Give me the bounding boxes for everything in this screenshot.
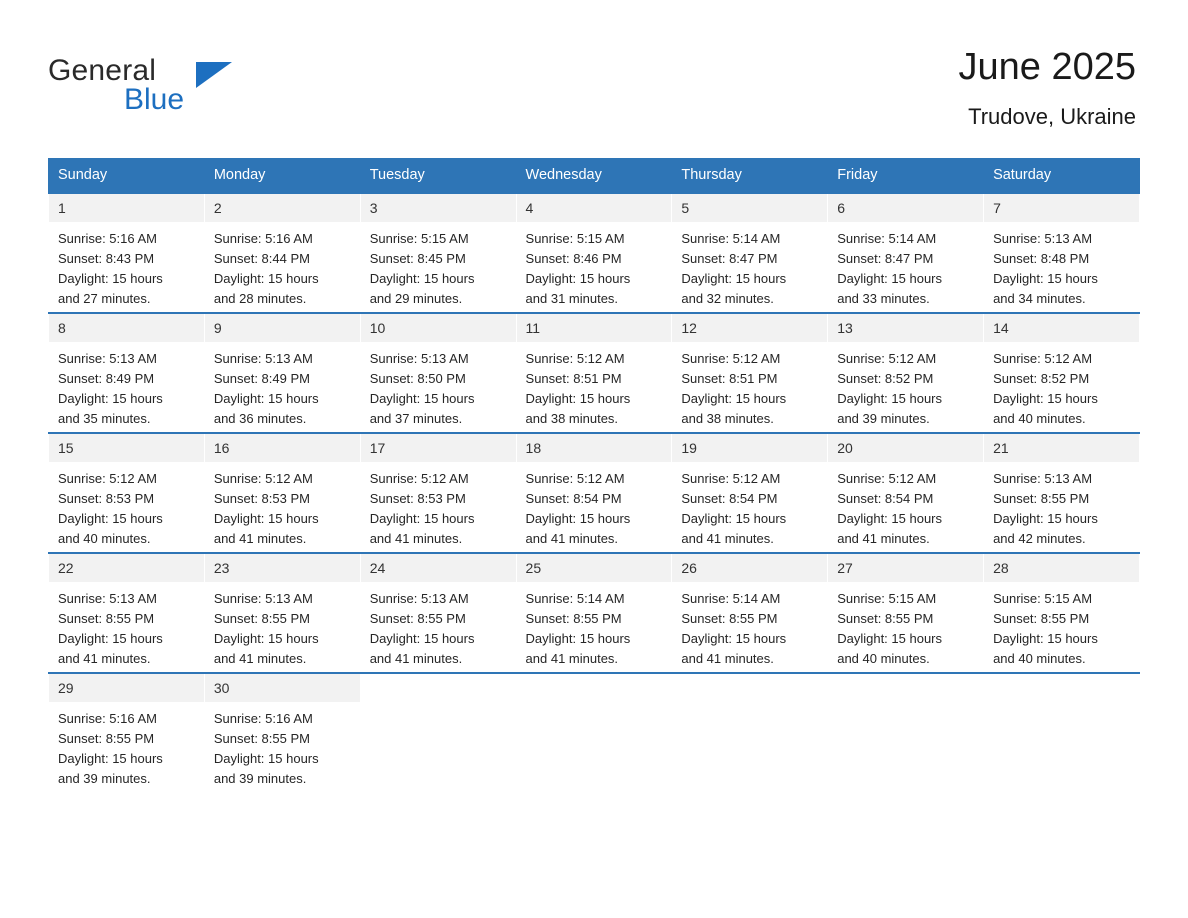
day-number: 16 xyxy=(205,434,360,462)
daylight-text: Daylight: 15 hours xyxy=(837,511,942,526)
daylight-text: Daylight: 15 hours xyxy=(213,391,319,406)
daylight-text: and 41 minutes. xyxy=(369,651,463,666)
daylight-text: Daylight: 15 hours xyxy=(681,631,787,646)
daylight-text: Daylight: 15 hours xyxy=(993,511,1098,526)
daylight-text: and 41 minutes. xyxy=(525,531,619,546)
sunset-text: Sunset: 8:55 PM xyxy=(369,611,466,626)
daylight-text: and 40 minutes. xyxy=(837,651,930,666)
day-details xyxy=(205,462,360,549)
daylight-text: and 41 minutes. xyxy=(213,651,307,666)
daylight-text: Daylight: 15 hours xyxy=(681,511,787,526)
sunrise-text: Sunrise: 5:13 AM xyxy=(993,231,1093,246)
daylight-text: and 38 minutes. xyxy=(681,411,774,426)
calendar-body xyxy=(49,193,1140,792)
day-details xyxy=(205,222,360,309)
sunrise-text: Sunrise: 5:12 AM xyxy=(837,351,937,366)
calendar-week-row xyxy=(49,433,1140,553)
daylight-text: Daylight: 15 hours xyxy=(58,391,163,406)
daylight-text: Daylight: 15 hours xyxy=(58,751,163,766)
calendar-day-cell[interactable] xyxy=(984,433,1140,553)
sunrise-text: Sunrise: 5:12 AM xyxy=(993,351,1093,366)
sunset-text: Sunset: 8:53 PM xyxy=(58,491,155,506)
sunset-text: Sunset: 8:55 PM xyxy=(681,611,778,626)
day-number: 29 xyxy=(49,674,204,702)
day-number: 7 xyxy=(984,194,1139,222)
daylight-text: and 31 minutes. xyxy=(525,291,619,306)
sunrise-text: Sunrise: 5:13 AM xyxy=(369,351,469,366)
daylight-text: Daylight: 15 hours xyxy=(369,631,475,646)
day-details xyxy=(361,582,516,669)
weekday-header-friday: Friday xyxy=(828,159,984,194)
calendar-day-cell[interactable] xyxy=(672,433,828,553)
daylight-text: Daylight: 15 hours xyxy=(369,511,475,526)
day-details xyxy=(49,462,204,549)
calendar-day-cell[interactable] xyxy=(49,313,205,433)
daylight-text: Daylight: 15 hours xyxy=(58,511,163,526)
sunset-text: Sunset: 8:55 PM xyxy=(213,611,310,626)
sunrise-text: Sunrise: 5:12 AM xyxy=(213,471,313,486)
daylight-text: and 39 minutes. xyxy=(213,771,307,786)
daylight-text: and 36 minutes. xyxy=(213,411,307,426)
day-details xyxy=(361,462,516,549)
daylight-text: Daylight: 15 hours xyxy=(993,391,1098,406)
sunrise-text: Sunrise: 5:15 AM xyxy=(369,231,469,246)
daylight-text: and 41 minutes. xyxy=(681,531,774,546)
daylight-text: and 42 minutes. xyxy=(993,531,1086,546)
day-number: 24 xyxy=(361,554,516,582)
daylight-text: and 39 minutes. xyxy=(58,771,151,786)
sunrise-text: Sunrise: 5:16 AM xyxy=(213,231,313,246)
sunrise-text: Sunrise: 5:12 AM xyxy=(525,471,625,486)
calendar-day-cell[interactable] xyxy=(204,433,360,553)
sunrise-text: Sunrise: 5:15 AM xyxy=(993,591,1093,606)
sunset-text: Sunset: 8:51 PM xyxy=(681,371,778,386)
page-header xyxy=(48,44,1140,140)
calendar-day-cell[interactable] xyxy=(49,193,205,313)
daylight-text: Daylight: 15 hours xyxy=(525,631,631,646)
daylight-text: Daylight: 15 hours xyxy=(213,511,319,526)
daylight-text: Daylight: 15 hours xyxy=(525,271,631,286)
daylight-text: and 34 minutes. xyxy=(993,291,1086,306)
weekday-header-monday: Monday xyxy=(204,159,360,194)
daylight-text: and 27 minutes. xyxy=(58,291,151,306)
daylight-text: and 40 minutes. xyxy=(993,411,1086,426)
sunset-text: Sunset: 8:49 PM xyxy=(58,371,155,386)
daylight-text: and 41 minutes. xyxy=(369,531,463,546)
sunset-text: Sunset: 8:50 PM xyxy=(369,371,466,386)
day-details xyxy=(984,222,1139,309)
day-number: 12 xyxy=(672,314,827,342)
sunset-text: Sunset: 8:51 PM xyxy=(525,371,622,386)
daylight-text: and 38 minutes. xyxy=(525,411,619,426)
day-details xyxy=(49,702,204,789)
day-number: 21 xyxy=(984,434,1139,462)
daylight-text: and 41 minutes. xyxy=(837,531,930,546)
calendar-day-cell[interactable] xyxy=(828,193,984,313)
sunset-text: Sunset: 8:54 PM xyxy=(525,491,622,506)
sunrise-text: Sunrise: 5:14 AM xyxy=(681,231,781,246)
day-number: 15 xyxy=(49,434,204,462)
calendar-day-cell[interactable] xyxy=(828,433,984,553)
sunrise-text: Sunrise: 5:12 AM xyxy=(837,471,937,486)
daylight-text: Daylight: 15 hours xyxy=(213,271,319,286)
sunrise-text: Sunrise: 5:16 AM xyxy=(58,711,157,726)
day-details xyxy=(672,342,827,429)
daylight-text: Daylight: 15 hours xyxy=(525,511,631,526)
sunrise-text: Sunrise: 5:12 AM xyxy=(369,471,469,486)
sunset-text: Sunset: 8:55 PM xyxy=(837,611,934,626)
day-number: 23 xyxy=(205,554,360,582)
calendar-day-cell[interactable] xyxy=(516,313,672,433)
sunrise-text: Sunrise: 5:14 AM xyxy=(681,591,781,606)
title-block xyxy=(959,44,1141,130)
daylight-text: Daylight: 15 hours xyxy=(369,271,475,286)
calendar-cell-empty xyxy=(360,673,516,792)
sunrise-text: Sunrise: 5:16 AM xyxy=(58,231,157,246)
day-details xyxy=(672,462,827,549)
sunset-text: Sunset: 8:53 PM xyxy=(369,491,466,506)
day-number: 14 xyxy=(984,314,1139,342)
logo-triangle-icon xyxy=(196,62,232,88)
day-details xyxy=(361,342,516,429)
daylight-text: Daylight: 15 hours xyxy=(993,631,1098,646)
calendar-cell-empty xyxy=(828,673,984,792)
sunrise-sunset-calendar xyxy=(48,158,1140,792)
sunrise-text: Sunrise: 5:15 AM xyxy=(525,231,625,246)
calendar-cell-empty xyxy=(672,673,828,792)
daylight-text: and 40 minutes. xyxy=(58,531,151,546)
calendar-day-cell[interactable] xyxy=(49,433,205,553)
calendar-day-cell[interactable] xyxy=(49,553,205,673)
day-number: 20 xyxy=(828,434,983,462)
sunrise-text: Sunrise: 5:14 AM xyxy=(837,231,937,246)
weekday-header-sunday: Sunday xyxy=(49,159,205,194)
sunrise-text: Sunrise: 5:12 AM xyxy=(681,471,781,486)
sunset-text: Sunset: 8:48 PM xyxy=(993,251,1090,266)
daylight-text: Daylight: 15 hours xyxy=(681,391,787,406)
daylight-text: and 33 minutes. xyxy=(837,291,930,306)
sunset-text: Sunset: 8:55 PM xyxy=(993,491,1090,506)
daylight-text: Daylight: 15 hours xyxy=(58,271,163,286)
calendar-day-cell[interactable] xyxy=(828,313,984,433)
sunrise-text: Sunrise: 5:13 AM xyxy=(369,591,469,606)
sunrise-text: Sunrise: 5:13 AM xyxy=(58,351,157,366)
daylight-text: and 32 minutes. xyxy=(681,291,774,306)
calendar-day-cell[interactable] xyxy=(672,313,828,433)
day-number: 18 xyxy=(517,434,672,462)
sunset-text: Sunset: 8:54 PM xyxy=(837,491,934,506)
calendar-week-row xyxy=(49,313,1140,433)
sunset-text: Sunset: 8:46 PM xyxy=(525,251,622,266)
location-subtitle: Trudove, Ukraine xyxy=(968,104,1136,129)
day-details xyxy=(828,462,983,549)
day-number: 6 xyxy=(828,194,983,222)
daylight-text: Daylight: 15 hours xyxy=(681,271,787,286)
daylight-text: Daylight: 15 hours xyxy=(837,391,942,406)
day-details xyxy=(205,342,360,429)
day-number: 25 xyxy=(517,554,672,582)
day-details xyxy=(361,222,516,309)
calendar-day-cell[interactable] xyxy=(204,673,360,792)
calendar-week-row xyxy=(49,553,1140,673)
sunrise-text: Sunrise: 5:15 AM xyxy=(837,591,937,606)
day-number: 11 xyxy=(517,314,672,342)
sunset-text: Sunset: 8:52 PM xyxy=(837,371,934,386)
calendar-day-cell[interactable] xyxy=(672,193,828,313)
sunrise-text: Sunrise: 5:16 AM xyxy=(213,711,313,726)
daylight-text: and 29 minutes. xyxy=(369,291,463,306)
weekday-header-tuesday: Tuesday xyxy=(360,159,516,194)
day-number: 26 xyxy=(672,554,827,582)
day-number: 10 xyxy=(361,314,516,342)
calendar-day-cell[interactable] xyxy=(828,553,984,673)
sunrise-text: Sunrise: 5:12 AM xyxy=(525,351,625,366)
calendar-day-cell[interactable] xyxy=(984,193,1140,313)
day-details xyxy=(517,342,672,429)
day-number: 1 xyxy=(49,194,204,222)
day-details xyxy=(672,222,827,309)
calendar-day-cell[interactable] xyxy=(984,313,1140,433)
sunset-text: Sunset: 8:49 PM xyxy=(213,371,310,386)
calendar-week-row xyxy=(49,673,1140,792)
day-details xyxy=(828,582,983,669)
calendar-day-cell[interactable] xyxy=(204,553,360,673)
weekday-header-thursday: Thursday xyxy=(672,159,828,194)
daylight-text: and 39 minutes. xyxy=(837,411,930,426)
calendar-day-cell[interactable] xyxy=(516,193,672,313)
day-number: 28 xyxy=(984,554,1139,582)
day-number: 5 xyxy=(672,194,827,222)
daylight-text: and 37 minutes. xyxy=(369,411,463,426)
calendar-day-cell[interactable] xyxy=(516,553,672,673)
sunset-text: Sunset: 8:55 PM xyxy=(58,731,155,746)
day-number: 13 xyxy=(828,314,983,342)
sunset-text: Sunset: 8:55 PM xyxy=(525,611,622,626)
calendar-day-cell[interactable] xyxy=(49,673,205,792)
day-number: 22 xyxy=(49,554,204,582)
sunset-text: Sunset: 8:52 PM xyxy=(993,371,1090,386)
calendar-day-cell[interactable] xyxy=(672,553,828,673)
general-blue-logo xyxy=(48,44,308,116)
day-details xyxy=(205,582,360,669)
day-details xyxy=(984,462,1139,549)
calendar-week-row xyxy=(49,193,1140,313)
sunrise-text: Sunrise: 5:13 AM xyxy=(213,591,313,606)
logo-text-blue: Blue xyxy=(124,83,185,116)
daylight-text: and 40 minutes. xyxy=(993,651,1086,666)
calendar-cell-empty xyxy=(516,673,672,792)
day-number: 27 xyxy=(828,554,983,582)
calendar-day-cell[interactable] xyxy=(360,553,516,673)
daylight-text: Daylight: 15 hours xyxy=(58,631,163,646)
sunset-text: Sunset: 8:55 PM xyxy=(58,611,155,626)
daylight-text: and 41 minutes. xyxy=(213,531,307,546)
sunrise-text: Sunrise: 5:13 AM xyxy=(58,591,157,606)
day-number: 30 xyxy=(205,674,360,702)
day-details xyxy=(828,342,983,429)
weekday-header-saturday: Saturday xyxy=(984,159,1140,194)
calendar-day-cell[interactable] xyxy=(204,313,360,433)
day-number: 8 xyxy=(49,314,204,342)
weekday-header-wednesday: Wednesday xyxy=(516,159,672,194)
sunset-text: Sunset: 8:53 PM xyxy=(213,491,310,506)
sunset-text: Sunset: 8:54 PM xyxy=(681,491,778,506)
sunset-text: Sunset: 8:45 PM xyxy=(369,251,466,266)
daylight-text: and 28 minutes. xyxy=(213,291,307,306)
day-details xyxy=(49,222,204,309)
sunset-text: Sunset: 8:47 PM xyxy=(681,251,778,266)
daylight-text: Daylight: 15 hours xyxy=(837,271,942,286)
sunrise-text: Sunrise: 5:12 AM xyxy=(681,351,781,366)
day-number: 3 xyxy=(361,194,516,222)
calendar-day-cell[interactable] xyxy=(360,433,516,553)
page-title: June 2025 xyxy=(958,46,1136,88)
daylight-text: and 41 minutes. xyxy=(58,651,151,666)
day-number: 2 xyxy=(205,194,360,222)
daylight-text: Daylight: 15 hours xyxy=(213,631,319,646)
weekday-header-row xyxy=(49,159,1140,194)
sunrise-text: Sunrise: 5:13 AM xyxy=(213,351,313,366)
calendar-day-cell[interactable] xyxy=(204,193,360,313)
sunrise-text: Sunrise: 5:12 AM xyxy=(58,471,157,486)
day-details xyxy=(517,462,672,549)
daylight-text: Daylight: 15 hours xyxy=(837,631,942,646)
day-details xyxy=(517,222,672,309)
daylight-text: and 41 minutes. xyxy=(525,651,619,666)
day-details xyxy=(672,582,827,669)
day-details xyxy=(49,342,204,429)
calendar-day-cell[interactable] xyxy=(516,433,672,553)
logo-text-general: General xyxy=(48,54,157,87)
day-details xyxy=(984,582,1139,669)
day-number: 9 xyxy=(205,314,360,342)
sunset-text: Sunset: 8:55 PM xyxy=(213,731,310,746)
sunset-text: Sunset: 8:43 PM xyxy=(58,251,155,266)
daylight-text: Daylight: 15 hours xyxy=(369,391,475,406)
daylight-text: and 41 minutes. xyxy=(681,651,774,666)
calendar-day-cell[interactable] xyxy=(360,313,516,433)
day-details xyxy=(205,702,360,789)
calendar-cell-empty xyxy=(984,673,1140,792)
calendar-day-cell[interactable] xyxy=(984,553,1140,673)
sunset-text: Sunset: 8:55 PM xyxy=(993,611,1090,626)
daylight-text: and 35 minutes. xyxy=(58,411,151,426)
day-details xyxy=(517,582,672,669)
sunset-text: Sunset: 8:47 PM xyxy=(837,251,934,266)
sunrise-text: Sunrise: 5:14 AM xyxy=(525,591,625,606)
day-details xyxy=(828,222,983,309)
day-number: 4 xyxy=(517,194,672,222)
day-details xyxy=(984,342,1139,429)
sunset-text: Sunset: 8:44 PM xyxy=(213,251,310,266)
day-details xyxy=(49,582,204,669)
calendar-day-cell[interactable] xyxy=(360,193,516,313)
daylight-text: Daylight: 15 hours xyxy=(993,271,1098,286)
sunrise-text: Sunrise: 5:13 AM xyxy=(993,471,1093,486)
day-number: 17 xyxy=(361,434,516,462)
daylight-text: Daylight: 15 hours xyxy=(525,391,631,406)
day-number: 19 xyxy=(672,434,827,462)
daylight-text: Daylight: 15 hours xyxy=(213,751,319,766)
